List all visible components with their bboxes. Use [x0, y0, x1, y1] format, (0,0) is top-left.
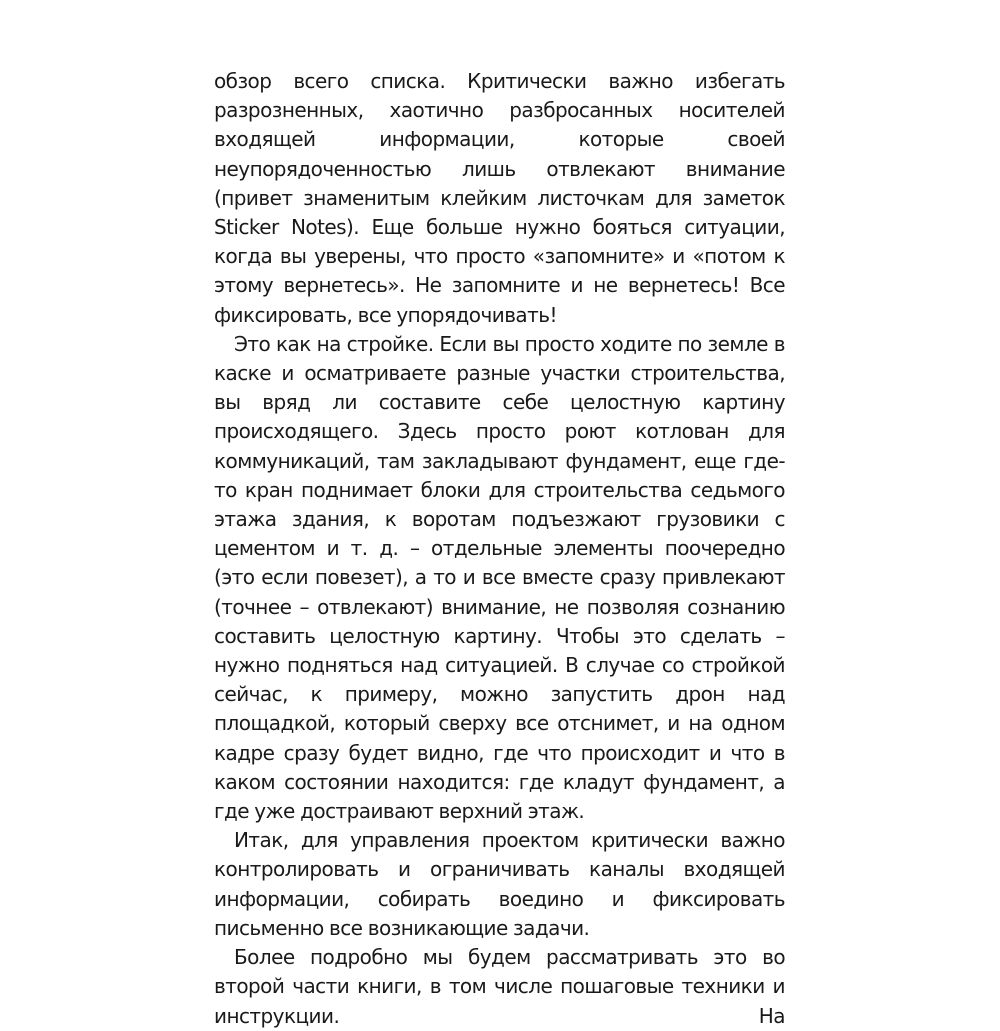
- paragraph-second-part: Более подробно мы будем рассматривать это во второй части книги, в том числе пошаговые техники и инструкции. На: [214, 945, 785, 1028]
- paragraph-construction-site: Это как на стройке. Если вы просто ходите по земле в каске и осматриваете разные участки строительства, вы вряд ли составите себе целостную картину происходящего. Здесь просто роют котлован для коммуникаций, там закладывают фундамент, еще где-то кран поднимает блоки для строительства седьмого этажа здания, к воротам подъезжают грузовики с цементом и т. д. – отдельные элементы поочередно (это если повезет), а то и все вместе сразу привлекают (точнее – отвлекают) внимание, не позволяя сознанию составить целостную картину. Чтобы это сделать – нужно подняться над ситуацией. В случае со стройкой сейчас, к примеру, можно запустить дрон над площадкой, который сверху все отснимет, и на одном кадре сразу будет видно, где что происходит и что в каком состоянии находится: где кладут фундамент, а где уже достраивают верхний этаж.: [214, 331, 785, 824]
- book-page-text: [214, 67, 785, 1031]
- paragraph-continuation: обзор всего списка. Критически важно избегать разрозненных, хаотично разбросанных носителей входящей информации, которые своей неупорядоченностью лишь отвлекают внимание (привет знаменитым клейким листочкам для заметок Sticker Notes). Еще больше нужно бояться ситуации, когда вы уверены, что просто «запомните» и «потом к этому вернетесь». Не запомните и не вернетесь! Все фиксировать, все упорядочивать!: [214, 69, 785, 327]
- paragraph-project-management: Итак, для управления проектом критически важно контролировать и ограничивать каналы входящей информации, собирать воедино и фиксировать письменно все возникающие задачи.: [214, 828, 785, 940]
